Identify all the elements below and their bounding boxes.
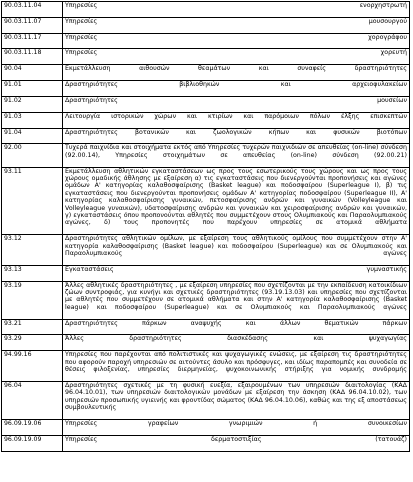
table-row xyxy=(2,144,410,167)
activity-code-cell: 90.03.11.18 xyxy=(2,49,63,65)
activity-code-cell: 90.04 xyxy=(2,65,63,81)
activity-description-cell: Εκμετάλλευση αιθουσών θεαμάτων και συναφείς δραστηριότητες xyxy=(63,65,410,81)
activity-description-cell: Υπηρεσίες δερματοστιξίας (τατουάζ) xyxy=(63,435,410,451)
activity-description-cell: Άλλες αθλητικές δραστηριότητες , με εξαίρεση υπηρεσίες που σχετίζονται με την εκπαίδευση κατοικίδιων ζώων συντροφιάς, για κυνήγι και σχετικές δραστηριότητες (93.19.13.03) και υπηρεσίες που σχετίζονται με αθλητές που συμμετέχουν σε ατομικά αθλήματα και στην Α' κατηγορία καλαθοσφαίρισης (Basket league) και ποδοσφαίρου (Superleague) και σε Ολυμπιακούς και Παραολυμπιακούς αγώνες xyxy=(63,281,410,319)
activity-description-cell: Εκμετάλλευση αθλητικών εγκαταστάσεων ως προς τους εσωτερικούς τους χώρους και ως προς τους χώρους ομαδικής άθλησης με εξαίρεση α) τις εγκαταστάσεις που διενεργούνται προπονήσεις και αγώνες ομάδων Α' κατηγορίας καλαθοσφαίρισης (Basket league) και ποδοσφαίρου (Superleague I), β) τις εγκαταστάσεις που διενεργούνται προπονήσεις ομάδων Α' κατηγορίας ποδοσφαίρου (Superleague II), Α' κατηγορίας καλαθοσφαίρισης γυναικών, πετοσφαίρισης ανδρών και γυναικών (Volleyleague και Volleyleague γυναικών), υδατοσφαίρισης ανδρών και γυναικών και χειροσφαίρισης ανδρών και γυναικών, γ) εγκαταστάσεις όπου προπονούνται αθλητές που συμμετέχουν στους Ολυμπιακούς και Παραολυμπιακούς αγώνες, δ) τους προπονητές που παρέχουν υπηρεσίες σε ατομικά αθλήματα xyxy=(63,167,410,235)
activity-description-cell: Υπηρεσίες χορευτή xyxy=(63,49,410,65)
activity-code-cell: 93.12 xyxy=(2,235,63,266)
activity-description-cell: Άλλες δραστηριότητες διασκέδασης και ψυχαγωγίας xyxy=(63,335,410,351)
table-row xyxy=(2,381,410,419)
table-row xyxy=(2,17,410,33)
activity-description-cell: Δραστηριότητες μουσείων xyxy=(63,96,410,112)
activity-code-cell: 90.03.11.04 xyxy=(2,2,63,18)
table-row xyxy=(2,435,410,451)
table-row xyxy=(2,33,410,49)
activity-description-cell: Υπηρεσίες που παρέχονται από πολιτιστικές και ψυχαγωγικές ενώσεις, με εξαίρεση τις δραστηριότητες που αφορούν παροχή υπηρεσιών σε αιτούντες άσυλο και πρόσφυγες, και ιδίως παραπομπές και συνοδεία σε θέσεις φιλοξενίας, υπηρεσίες διερμηνείας, ψυχοκοινωνικής στήριξης για νομικής συνδρομής xyxy=(63,351,410,382)
activity-code-cell: 90.03.11.17 xyxy=(2,33,63,49)
activity-description-cell: Υπηρεσίες μουσουργού xyxy=(63,17,410,33)
activity-description-cell: Τυχερά παιχνίδια και στοιχήματα εκτός από Υπηρεσίες τυχερών παιχνιδιών σε απευθείας (on-line) σύνδεση (92.00.14), Υπηρεσίες στοιχημάτων σε απευθείας (on-line) σύνδεση (92.00.21) xyxy=(63,144,410,167)
table-row xyxy=(2,281,410,319)
activity-description-cell: Δραστηριότητες βοτανικών και ζωολογικών κήπων και φυσικών βιοτόπων xyxy=(63,128,410,144)
activity-description-cell: Λειτουργία ιστορικών χώρων και κτιρίων και παρόμοιων πόλων έλξης επισκεπτών xyxy=(63,112,410,128)
table-row xyxy=(2,2,410,18)
activity-code-cell: 93.13 xyxy=(2,265,63,281)
activity-description-cell: Δραστηριότητες αθλητικών ομίλων, με εξαίρεση τους αθλητικούς ομίλους που συμμετέχουν στην Α' κατηγορία καλαθοσφαίρισης (Basket league) και ποδοσφαίρου (Superleague) και σε Ολυμπιακούς και Παραολυμπιακούς αγώνες xyxy=(63,235,410,266)
activity-code-cell: 91.02 xyxy=(2,96,63,112)
activity-code-cell: 96.09.19.09 xyxy=(2,435,63,451)
activity-code-cell: 92.00 xyxy=(2,144,63,167)
table-row xyxy=(2,351,410,382)
table-row xyxy=(2,96,410,112)
activity-code-cell: 93.11 xyxy=(2,167,63,235)
activity-code-cell: 91.01 xyxy=(2,81,63,97)
table-row xyxy=(2,235,410,266)
activity-code-cell: 94.99.16 xyxy=(2,351,63,382)
activity-code-cell: 91.03 xyxy=(2,112,63,128)
table-row xyxy=(2,335,410,351)
activity-description-cell: Υπηρεσίες ενορχηστρωτή xyxy=(63,2,410,18)
activity-code-cell: 93.21 xyxy=(2,319,63,335)
activity-description-cell: Δραστηριότητες πάρκων αναψυχής και άλλων θεματικών πάρκων xyxy=(63,319,410,335)
activity-code-cell: 90.03.11.07 xyxy=(2,17,63,33)
table-row xyxy=(2,128,410,144)
activity-codes-table xyxy=(1,1,410,452)
table-row xyxy=(2,49,410,65)
table-row xyxy=(2,65,410,81)
table-body xyxy=(2,2,410,452)
table-row xyxy=(2,167,410,235)
activity-description-cell: Υπηρεσίες γραφείων γνωριμιών ή συνοικεσίων xyxy=(63,419,410,435)
table-row xyxy=(2,419,410,435)
activity-code-cell: 93.19 xyxy=(2,281,63,319)
table-row xyxy=(2,81,410,97)
activity-code-cell: 96.09.19.06 xyxy=(2,419,63,435)
activity-description-cell: Δραστηριότητες βιβλιοθηκών και αρχειοφυλακείων xyxy=(63,81,410,97)
activity-code-cell: 96.04 xyxy=(2,381,63,419)
activity-code-cell: 91.04 xyxy=(2,128,63,144)
activity-description-cell: Εγκαταστάσεις γυμναστικής xyxy=(63,265,410,281)
table-row xyxy=(2,319,410,335)
activity-description-cell: Δραστηριότητες σχετικές με τη φυσική ευεξία, εξαιρουμένων των υπηρεσιών διαιτολογίας (ΚΑΔ 96.04.10.01), των υπηρεσιών διαιτολογικών μονάδων με εξαίρεση την άσκηση (ΚΑΔ 96.04.10.02), των υπηρεσιών προσωπικής υγιεινής και φροντίδας σώματος (ΚΑΔ 96.04.10.06), καθώς και της εξ αποστάσεως συμβουλευτικής xyxy=(63,381,410,419)
activity-description-cell: Υπηρεσίες χορογράφου xyxy=(63,33,410,49)
activity-code-cell: 93.29 xyxy=(2,335,63,351)
table-row xyxy=(2,112,410,128)
table-row xyxy=(2,265,410,281)
